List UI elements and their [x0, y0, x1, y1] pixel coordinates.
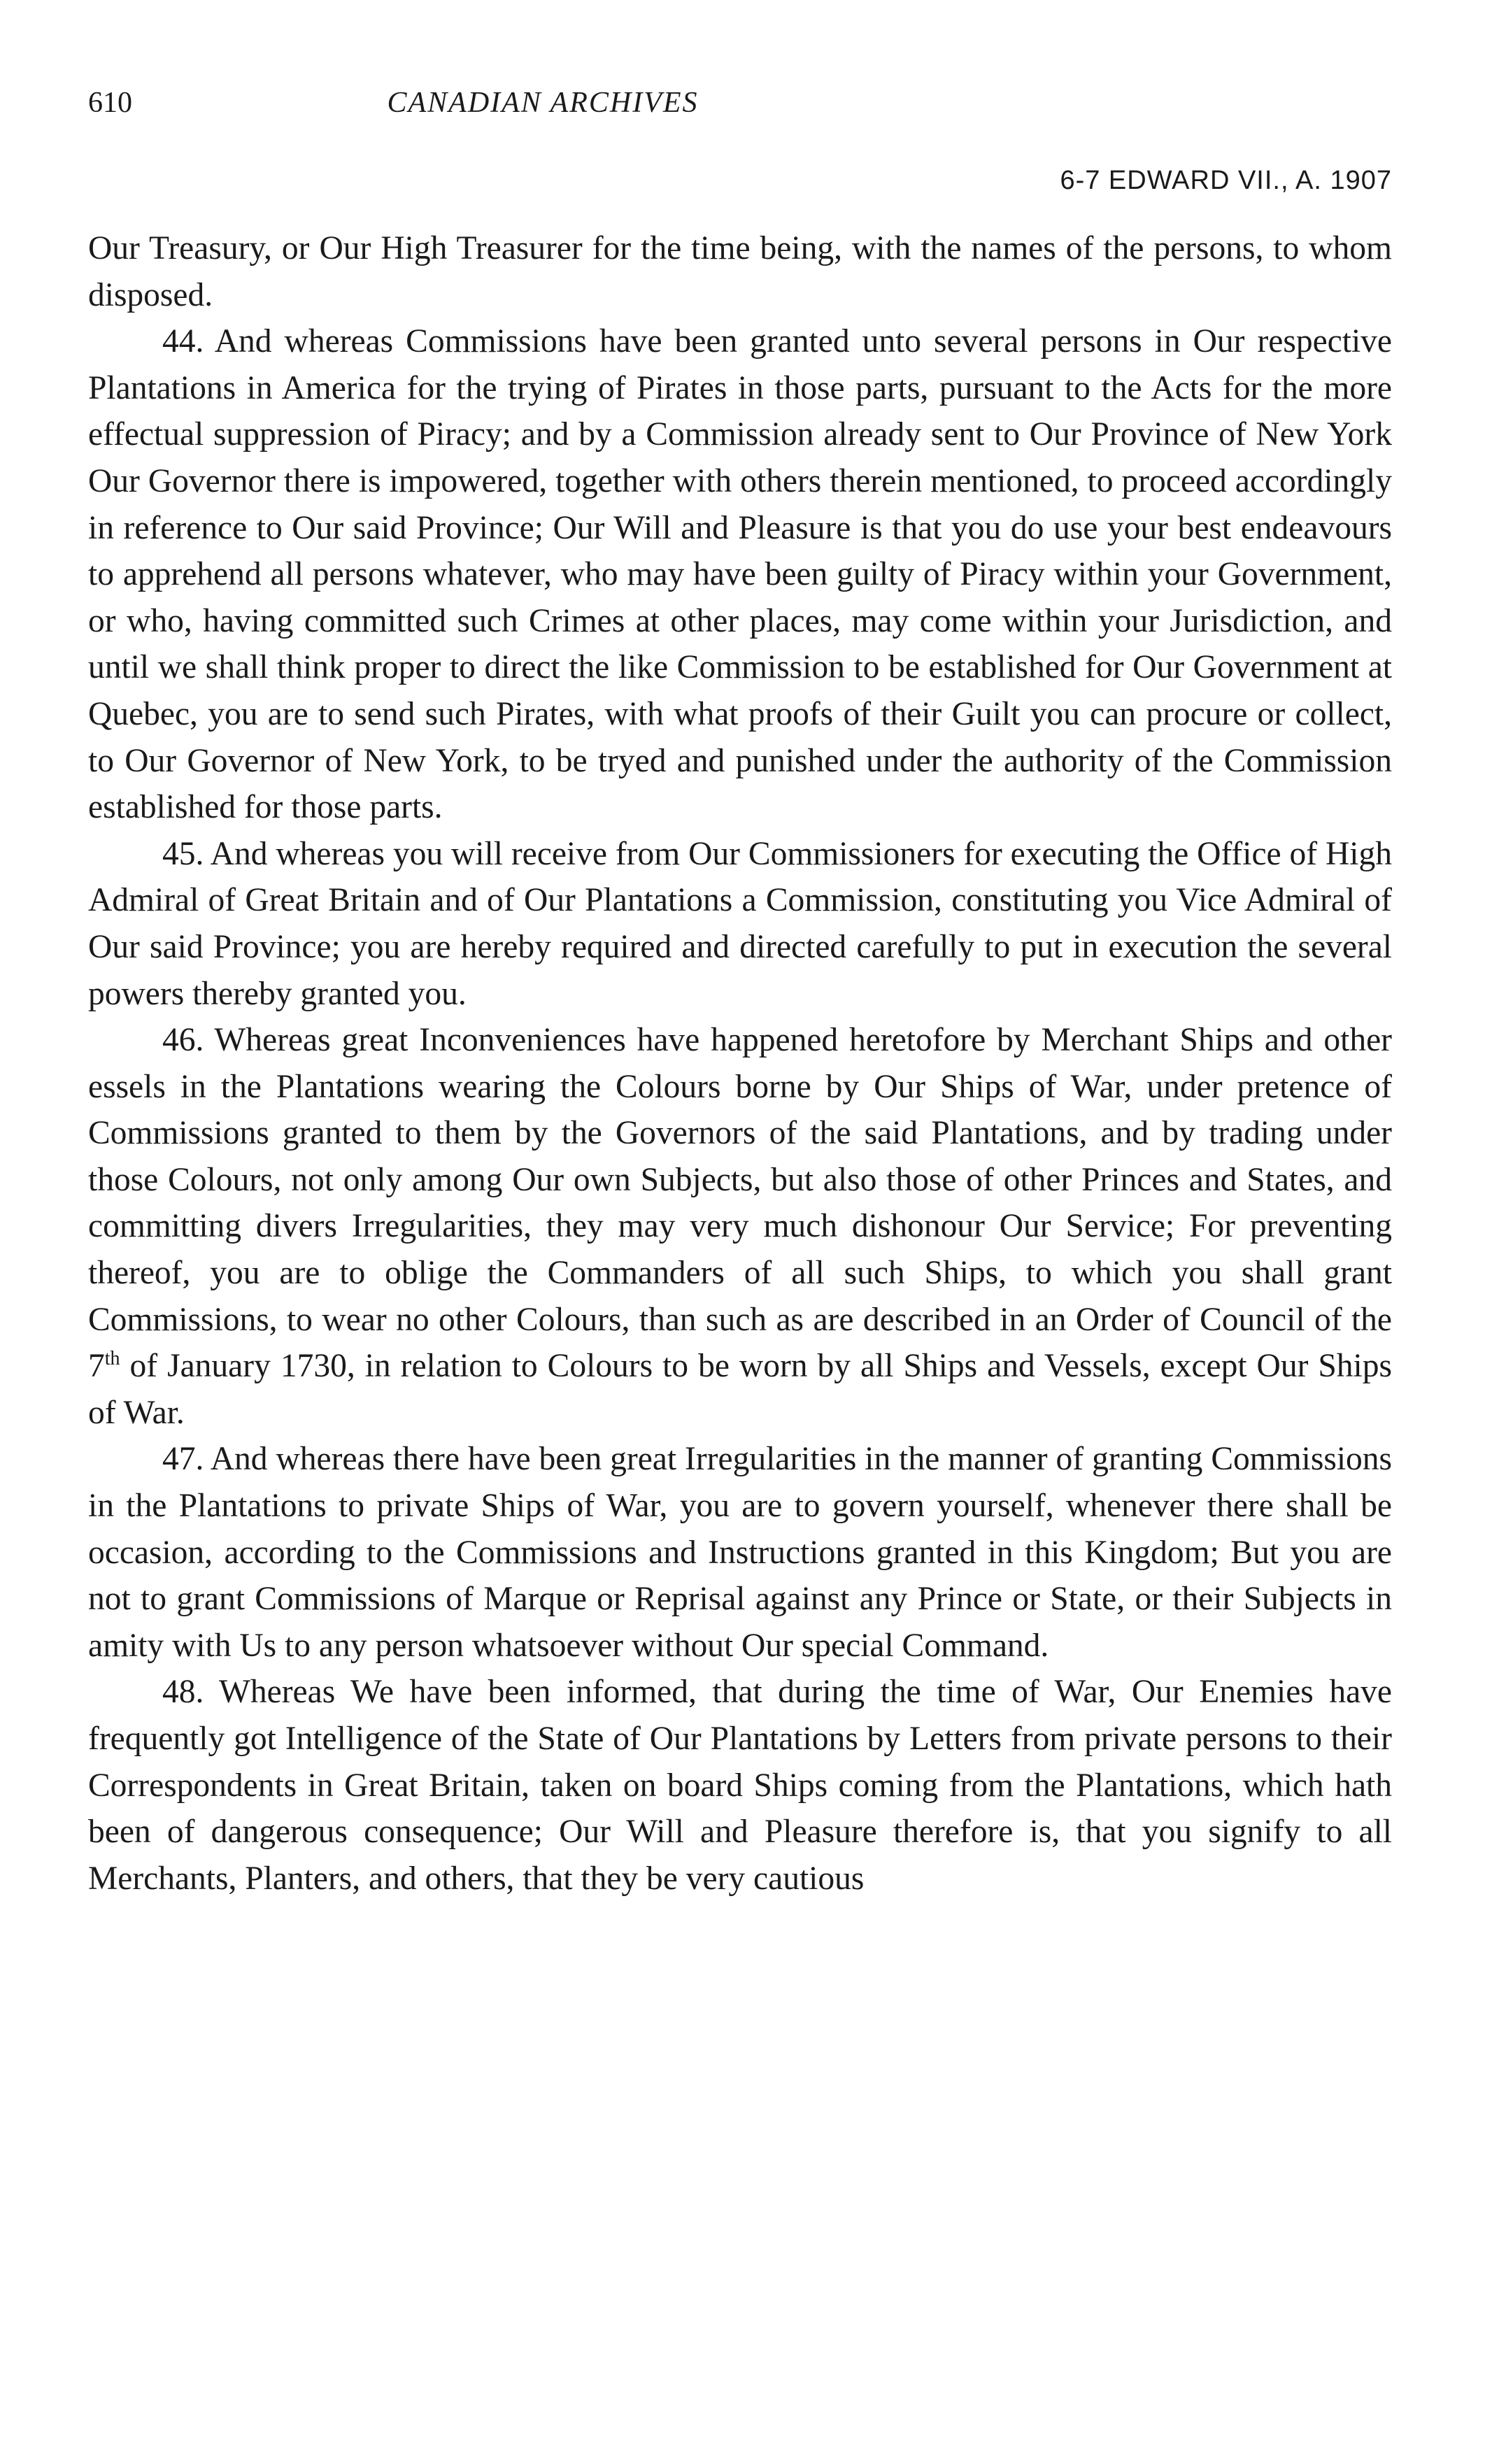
- paragraph-45: 45. And whereas you will receive from Our Commissioners for executing the Office of High Admiral of Great Britain and of Our Plantations a Commission, constituting you Vice Admiral of Our said Province; you are hereby required and directed carefully to put in execution the several powers thereby granted you.: [88, 835, 1392, 1012]
- paragraph-44: 44. And whereas Commissions have been granted unto several persons in Our respective Plantations in America for the trying of Pirates in those parts, pursuant to the Acts for the more effectual suppression of Piracy; and by a Commission already sent to Our Province of New York Our Governor there is impowered, together with others therein mentioned, to proceed accordingly in reference to Our said Province; Our Will and Pleasure is that you do use your best endeavours to apprehend all persons whatever, who may have been guilty of Piracy within your Government, or who, having committed such Crimes at other places, may come within your Jurisdiction, and until we shall think proper to direct the like Commission to be established for Our Government at Quebec, you are to send such Pirates, with what proofs of their Guilt you can procure or collect, to Our Governor of New York, to be tryed and punished under the authority of the Commission established for those parts.: [88, 323, 1392, 826]
- continuation-paragraph: Our Treasury, or Our High Treasurer for the time being, with the names of the persons, to whom disposed.: [88, 230, 1392, 313]
- paragraph-46-text-b: of January 1730, in relation to Colours to be worn by all Ships and Vessels, except Our Ships of War.: [88, 1348, 1392, 1431]
- paragraph-47: 47. And whereas there have been great Irregularities in the manner of granting Commissions in the Plantations to private Ships of War, you are to govern yourself, whenever there shall be occasion, according to the Commissions and Instructions granted in this Kingdom; But you are not to grant Commissions of Marque or Reprisal against any Prince or State, or their Subjects in amity with Us to any person whatsoever without Our special Command.: [88, 1441, 1392, 1664]
- paragraph-46-text-a: 46. Whereas great Inconveniences have happened heretofore by Merchant Ships and other essels in the Plantations wearing the Colours borne by Our Ships of War, under pretence of Commissions granted to them by the Governors of the said Plantations, and by trading under those Colours, not only among Our own Subjects, but also those of other Princes and States, and committing divers Irregularities, they may very much dishonour Our Service; For preventing thereof, you are to oblige the Commanders of all such Ships, to which you shall grant Commissions, to wear no other Colours, than such as are described in an Order of Council of the 7: [88, 1022, 1392, 1385]
- page-header: [88, 78, 1392, 127]
- page-number: 610: [88, 87, 132, 119]
- document-page: [88, 0, 1392, 2464]
- paragraph-46: [88, 1017, 1392, 1436]
- document-body: [88, 225, 1392, 1902]
- session-reference: 6-7 EDWARD VII., A. 1907: [1060, 166, 1392, 195]
- ordinal-superscript: th: [104, 1348, 120, 1370]
- paragraph-48: 48. Whereas We have been informed, that during the time of War, Our Enemies have frequently got Intelligence of the State of Our Plantations by Letters from private persons to their Correspondents in Great Britain, taken on board Ships coming from the Plantations, which hath been of dangerous consequence; Our Will and Pleasure therefore is, that you signify to all Merchants, Planters, and others, that they be very cautious: [88, 1674, 1392, 1897]
- running-title: CANADIAN ARCHIVES: [387, 87, 699, 119]
